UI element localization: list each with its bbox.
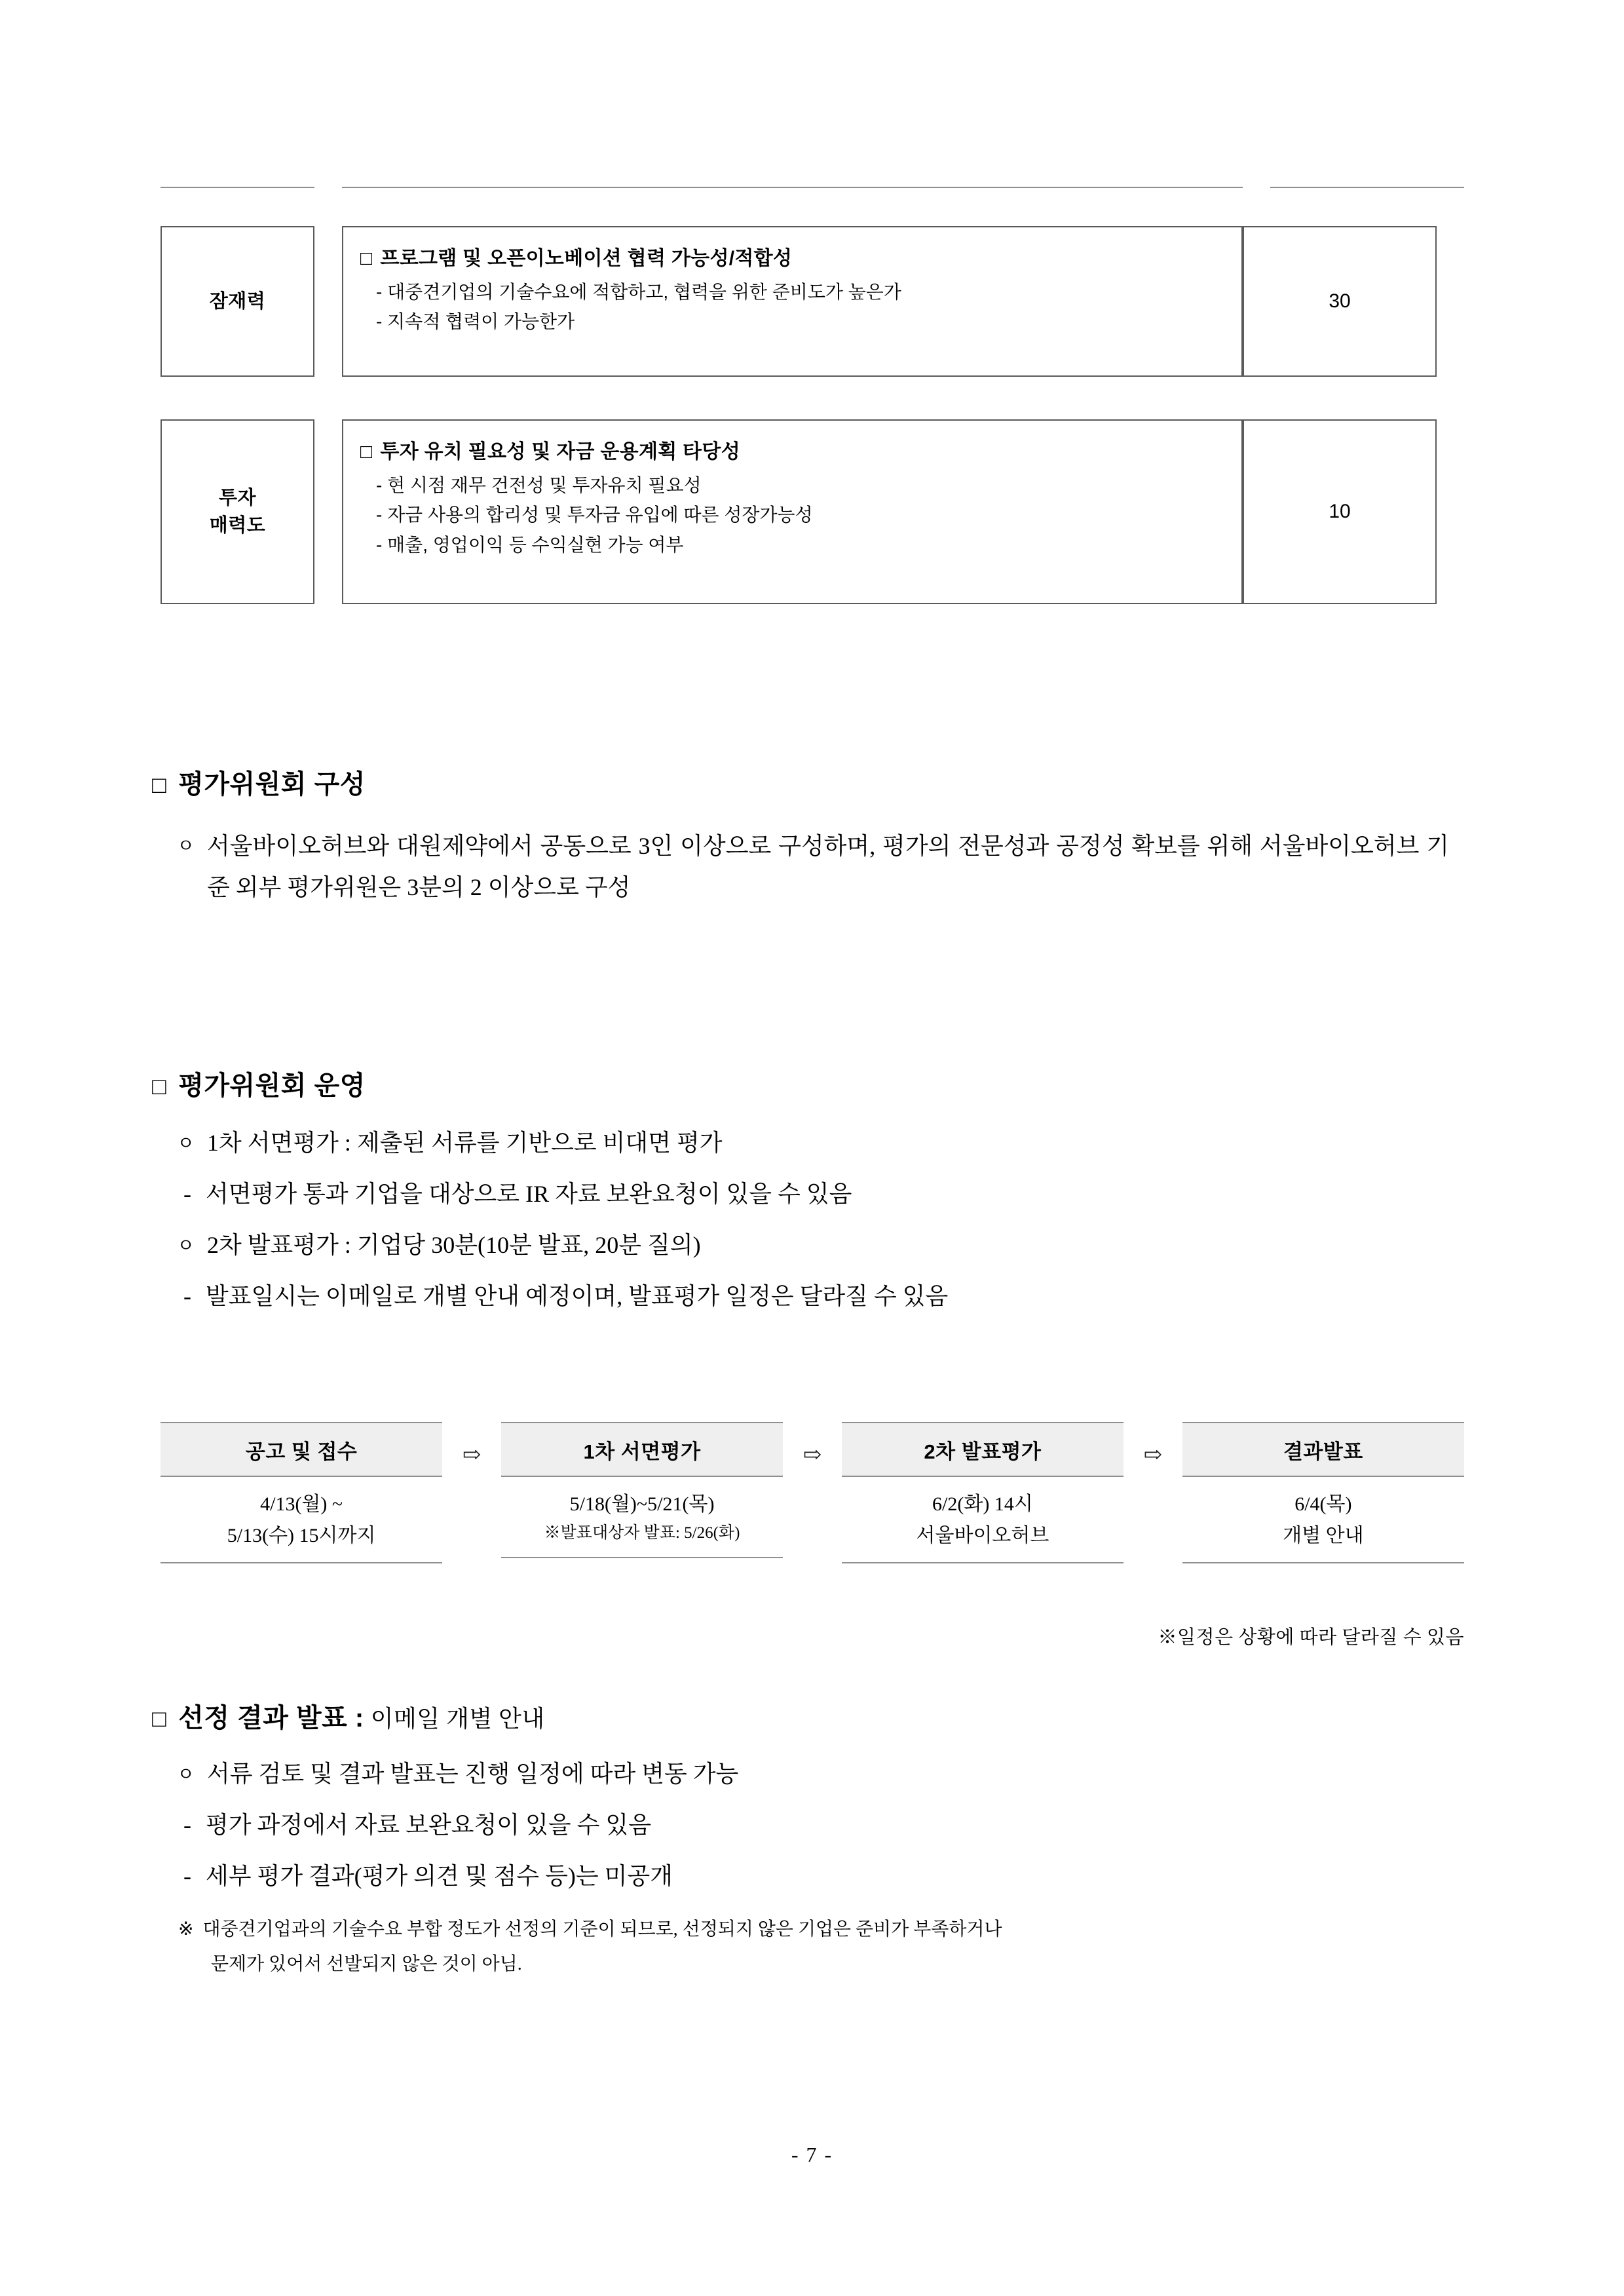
row-spacer <box>314 419 342 604</box>
section-heading-text: 선정 결과 발표 : <box>178 1704 364 1732</box>
row-description-line: - 매출, 영업이익 등 수익실현 가능 여부 <box>376 534 684 555</box>
list-item-text: 1차 서면평가 : 제출된 서류를 기반으로 비대면 평가 <box>207 1130 723 1156</box>
circle-bullet-icon: ㅇ <box>177 1134 195 1154</box>
circle-bullet-icon: ㅇ <box>177 836 195 856</box>
flow-step-body <box>842 1477 1124 1563</box>
flow-step-line: 개별 안내 <box>1283 1525 1364 1546</box>
section-heading-subtext: 이메일 개별 안내 <box>370 1706 545 1732</box>
circle-bullet-icon: ㅇ <box>177 1765 195 1785</box>
list-item-text: 세부 평가 결과(평가 의견 및 점수 등)는 미공개 <box>206 1862 673 1889</box>
row-description-line: - 지속적 협력이 가능한가 <box>376 311 575 332</box>
flow-step <box>161 1422 442 1563</box>
section-committee-composition <box>152 763 1475 908</box>
arrow-right-icon: ⇨ <box>1143 1443 1163 1467</box>
flow-step-line: 6/2(화) 14시 <box>932 1493 1033 1515</box>
row-score: 30 <box>1243 226 1437 377</box>
section-result-announcement <box>152 1697 1475 1980</box>
rule-segment-description <box>342 187 1243 188</box>
list-item-text: 2차 발표평가 : 기업당 30분(10분 발표, 20분 질의) <box>207 1231 701 1258</box>
process-flow-row <box>161 1422 1464 1563</box>
table-row <box>161 226 1464 377</box>
list-item <box>152 1276 1475 1317</box>
list-item-text: 서울바이오허브와 대원제약에서 공동으로 3인 이상으로 구성하며, 평가의 전문성과 공정성 확보를 위해 서울바이오허브 기준 외부 평가위원은 3분의 2 이상으로 구성 <box>207 833 1449 900</box>
rule-segment-category <box>161 187 314 188</box>
list-item <box>152 826 1475 908</box>
page-number: - 7 - <box>791 2143 833 2166</box>
circle-bullet-icon: ㅇ <box>177 1235 195 1256</box>
row-description <box>342 419 1243 604</box>
square-bullet-icon: □ <box>152 1705 167 1732</box>
section-heading-text: 평가위원회 운영 <box>178 1071 366 1100</box>
flow-step-body <box>161 1477 442 1563</box>
square-bullet-icon: □ <box>152 1073 167 1100</box>
flow-step-title: 결과발표 <box>1182 1422 1464 1477</box>
rule-gap <box>314 187 342 188</box>
row-category-line2: 매력도 <box>209 515 266 536</box>
row-category <box>161 419 314 604</box>
row-category: 잠재력 <box>161 226 314 377</box>
dash-bullet-icon: - <box>183 1180 191 1207</box>
arrow-right-icon: ⇨ <box>803 1443 822 1467</box>
section-heading-text: 평가위원회 구성 <box>178 770 366 799</box>
list-item-text: 평가 과정에서 자료 보완요청이 있을 수 있음 <box>206 1811 651 1838</box>
table-top-rule <box>161 187 1464 188</box>
section-heading <box>152 1697 1475 1734</box>
row-description-title-text: 프로그램 및 오픈이노베이션 협력 가능성/적합성 <box>380 248 793 269</box>
rule-segment-score <box>1270 187 1464 188</box>
flow-step <box>1182 1422 1464 1563</box>
flow-step-title: 2차 발표평가 <box>842 1422 1124 1477</box>
flow-step-line: 4/13(월) ~ <box>260 1493 343 1515</box>
flow-step-line: 6/4(목) <box>1294 1493 1352 1515</box>
list-item <box>152 1123 1475 1164</box>
row-description-line: - 대중견기업의 기술수요에 적합하고, 협력을 위한 준비도가 높은가 <box>376 282 901 302</box>
section-heading <box>152 763 1475 801</box>
flow-step-title: 1차 서면평가 <box>501 1422 783 1477</box>
list-item <box>152 1225 1475 1266</box>
flow-step-title: 공고 및 접수 <box>161 1422 442 1477</box>
section-note-line2: 문제가 있어서 선발되지 않은 것이 아님. <box>211 1953 522 1974</box>
row-spacer <box>314 226 342 377</box>
checkbox-icon: □ <box>360 441 373 463</box>
list-item-text: 서류 검토 및 결과 발표는 진행 일정에 따라 변동 가능 <box>207 1761 739 1787</box>
row-description <box>342 226 1243 377</box>
section-heading <box>152 1065 1475 1102</box>
list-item <box>152 1754 1475 1795</box>
process-flow <box>161 1422 1464 1648</box>
rule-gap <box>1243 187 1270 188</box>
flow-step-line-note: ※발표대상자 발표: 5/26(화) <box>544 1524 740 1542</box>
row-description-line: - 자금 사용의 합리성 및 투자금 유입에 따른 성장가능성 <box>376 505 813 526</box>
list-item-text: 발표일시는 이메일로 개별 안내 예정이며, 발표평가 일정은 달라질 수 있음 <box>206 1282 949 1309</box>
flow-step-body <box>501 1477 783 1558</box>
flow-step <box>501 1422 783 1558</box>
dash-bullet-icon: - <box>183 1282 191 1309</box>
row-description-line: - 현 시점 재무 건전성 및 투자유치 필요성 <box>376 475 702 495</box>
section-note-line1: 대중견기업과의 기술수요 부합 정도가 선정의 기준이 되므로, 선정되지 않은 기업은 준비가 부족하거나 <box>202 1919 1002 1940</box>
list-item <box>152 1805 1475 1846</box>
row-score: 10 <box>1243 419 1437 604</box>
dash-bullet-icon: - <box>183 1811 191 1838</box>
list-item <box>152 1174 1475 1215</box>
flow-note: ※일정은 상황에 따라 달라질 수 있음 <box>1158 1627 1464 1648</box>
row-description-title <box>360 242 1224 271</box>
row-description-title <box>360 435 1224 464</box>
row-category-line1: 투자 <box>218 487 256 508</box>
checkbox-icon: □ <box>360 248 373 269</box>
flow-step-line: 5/18(월)~5/21(목) <box>569 1493 715 1515</box>
flow-step <box>842 1422 1124 1563</box>
dash-bullet-icon: - <box>183 1862 191 1889</box>
flow-step-line: 5/13(수) 15시까지 <box>227 1525 376 1546</box>
reference-mark-icon: ※ <box>178 1919 194 1940</box>
section-committee-operation <box>152 1065 1475 1317</box>
arrow-right-icon: ⇨ <box>462 1443 482 1467</box>
row-description-title-text: 투자 유치 필요성 및 자금 운용계획 타당성 <box>380 441 740 463</box>
flow-step-body <box>1182 1477 1464 1563</box>
table-row <box>161 419 1464 604</box>
square-bullet-icon: □ <box>152 771 167 798</box>
list-item-text: 서면평가 통과 기업을 대상으로 IR 자료 보완요청이 있을 수 있음 <box>206 1180 852 1207</box>
section-note <box>152 1914 1475 1945</box>
list-item <box>152 1856 1475 1897</box>
flow-step-line: 서울바이오허브 <box>916 1525 1049 1546</box>
